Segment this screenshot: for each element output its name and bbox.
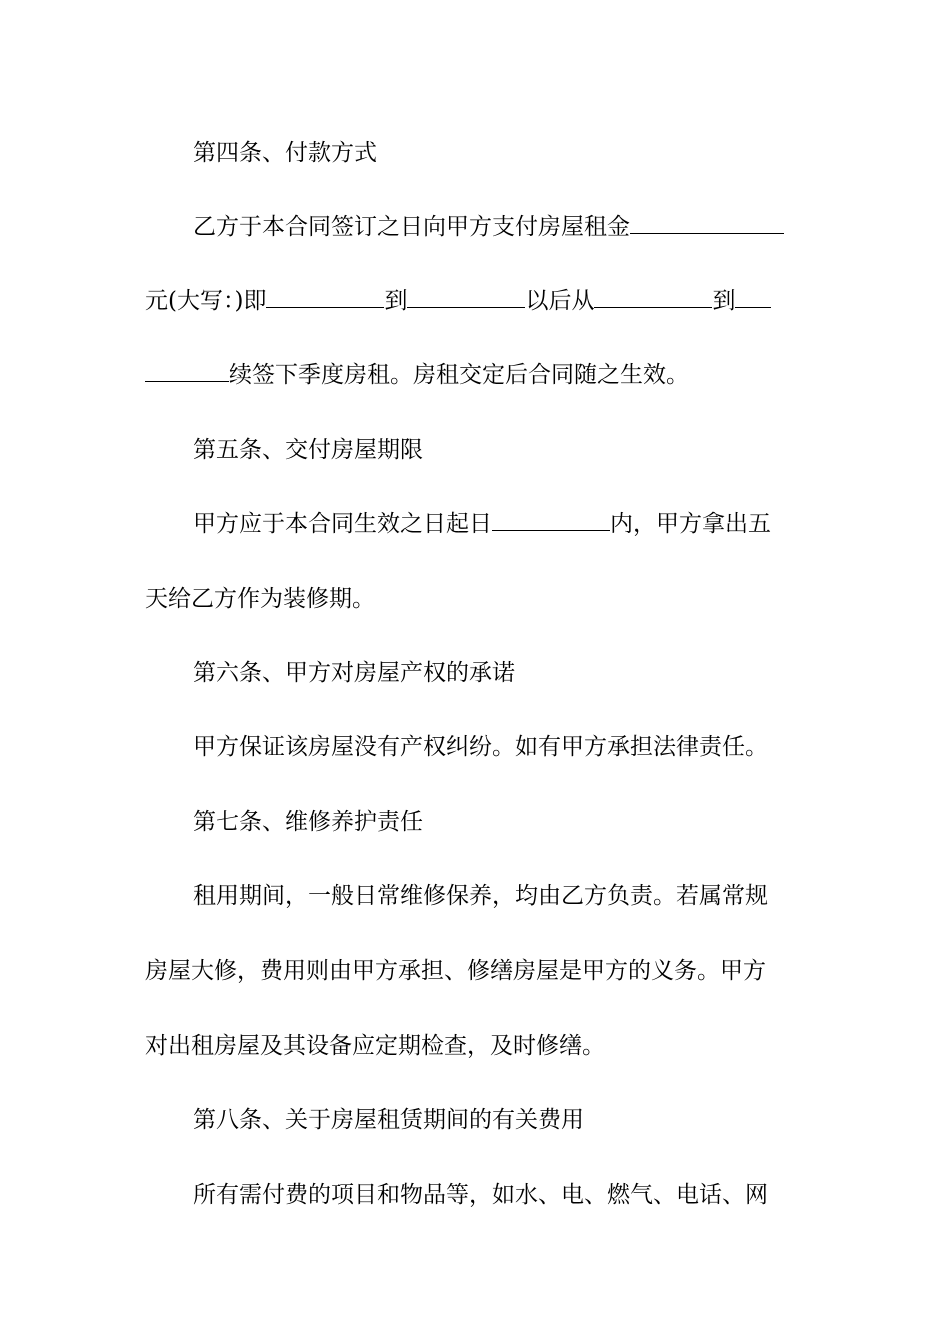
- fill-in-blank: [735, 287, 771, 308]
- fill-in-blank: [492, 510, 610, 531]
- article-4-heading-text: 第四条、付款方式: [193, 140, 377, 166]
- article-5-heading-text: 第五条、交付房屋期限: [193, 437, 423, 463]
- article-7-heading-text: 第七条、维修养护责任: [193, 809, 423, 835]
- paragraph-text: 天给乙方作为装修期。: [145, 586, 375, 612]
- fill-in-blank: [594, 287, 712, 308]
- article-5-paragraph-line-1: [193, 509, 807, 539]
- article-4-paragraph-line-2: [145, 286, 807, 316]
- paragraph-text: 到: [712, 288, 736, 314]
- article-7-paragraph-line-1: [193, 881, 807, 911]
- article-8-paragraph-line-1: [193, 1180, 807, 1210]
- article-5-heading: [193, 435, 807, 465]
- fill-in-blank: [266, 287, 384, 308]
- article-6-heading-text: 第六条、甲方对房屋产权的承诺: [193, 660, 515, 686]
- paragraph-text: 所有需付费的项目和物品等，如水、电、燃气、电话、网: [193, 1182, 768, 1208]
- paragraph-text: 房屋大修，费用则由甲方承担、修缮房屋是甲方的义务。甲方: [145, 958, 766, 984]
- article-6-heading: [193, 658, 807, 688]
- fill-in-blank: [407, 287, 525, 308]
- article-7-paragraph-line-3: [145, 1031, 807, 1061]
- article-4-paragraph-line-3: [145, 360, 807, 390]
- article-7-heading: [193, 807, 807, 837]
- paragraph-text: 到: [384, 288, 408, 314]
- paragraph-text: 元(大写：)即: [145, 288, 267, 314]
- paragraph-text: 对出租房屋及其设备应定期检查，及时修缮。: [145, 1033, 605, 1059]
- paragraph-text: 续签下季度房租。房租交定后合同随之生效。: [229, 362, 689, 388]
- fill-in-blank: [145, 361, 229, 382]
- article-4-paragraph-line-1: [193, 212, 807, 242]
- paragraph-text: 乙方于本合同签订之日向甲方支付房屋租金: [193, 214, 630, 240]
- article-8-heading: [193, 1105, 807, 1135]
- paragraph-text: 内，甲方拿出五: [610, 511, 771, 537]
- article-7-paragraph-line-2: [145, 956, 807, 986]
- article-4-heading: [193, 138, 807, 168]
- article-8-heading-text: 第八条、关于房屋租赁期间的有关费用: [193, 1107, 584, 1133]
- paragraph-text: 甲方保证该房屋没有产权纠纷。如有甲方承担法律责任。: [193, 734, 768, 760]
- paragraph-text: 租用期间，一般日常维修保养，均由乙方负责。若属常规: [193, 883, 768, 909]
- fill-in-blank: [630, 213, 784, 234]
- paragraph-text: 以后从: [525, 288, 595, 314]
- article-5-paragraph-line-2: [145, 584, 807, 614]
- paragraph-text: 甲方应于本合同生效之日起日: [193, 511, 492, 537]
- article-6-paragraph-line-1: [193, 732, 807, 762]
